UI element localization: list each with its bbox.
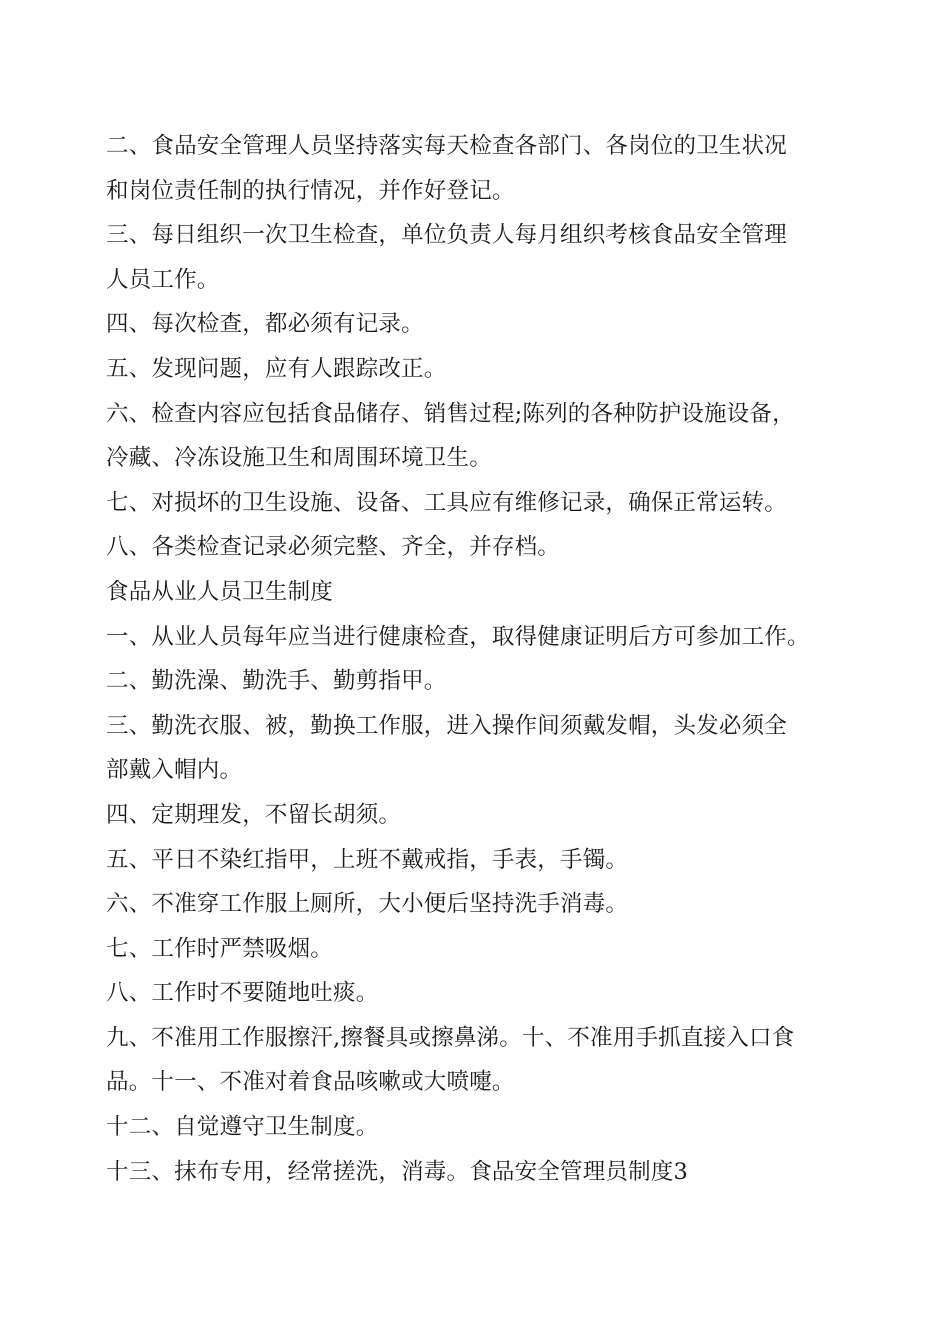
text-line: 品。十一、不准对着食品咳嗽或大喷嚏。 [106, 1069, 515, 1096]
text-line: 五、平日不染红指甲，上班不戴戒指，手表，手镯。 [106, 846, 629, 873]
text-line: 十二、自觉遵守卫生制度。 [106, 1114, 379, 1141]
text-line: 冷藏、冷冻设施卫生和周围环境卫生。 [106, 445, 492, 472]
text-line: 四、定期理发，不留长胡须。 [106, 801, 402, 828]
text-line: 三、勤洗衣服、被，勤换工作服，进入操作间须戴发帽，头发必须全 [106, 712, 788, 739]
text-line: 部戴入帽内。 [106, 757, 243, 784]
text-line: 七、工作时严禁吸烟。 [106, 935, 334, 962]
text-line: 三、每日组织一次卫生检查，单位负责人每月组织考核食品安全管理 [106, 222, 788, 249]
text-line: 六、不准穿工作服上厕所，大小便后坚持洗手消毒。 [106, 891, 629, 918]
text-line: 十三、抹布专用，经常搓洗，消毒。食品安全管理员制度3 [106, 1158, 689, 1185]
text-line: 二、食品安全管理人员坚持落实每天检查各部门、各岗位的卫生状况 [106, 133, 788, 159]
text-line: 五、发现问题，应有人跟踪改正。 [106, 355, 447, 382]
text-line: 和岗位责任制的执行情况，并作好登记。 [106, 177, 515, 204]
text-line: 七、对损坏的卫生设施、设备、工具应有维修记录，确保正常运转。 [106, 489, 788, 516]
text-line: 二、勤洗澡、勤洗手、勤剪指甲。 [106, 668, 447, 695]
text-line: 九、不准用工作服擦汗,擦餐具或擦鼻涕。十、不准用手抓直接入口食 [106, 1024, 795, 1051]
text-line: 八、各类检查记录必须完整、齐全，并存档。 [106, 534, 561, 561]
document-body [106, 124, 836, 1194]
text-line: 四、每次检查，都必须有记录。 [106, 311, 424, 338]
text-line: 六、检查内容应包括食品储存、销售过程;陈列的各种防护设施设备， [106, 400, 795, 427]
section-heading: 食品从业人员卫生制度 [106, 578, 334, 605]
text-line: 八、工作时不要随地吐痰。 [106, 980, 379, 1007]
text-line: 一、从业人员每年应当进行健康检查，取得健康证明后方可参加工作。 [106, 623, 810, 650]
text-line: 人员工作。 [106, 266, 220, 293]
